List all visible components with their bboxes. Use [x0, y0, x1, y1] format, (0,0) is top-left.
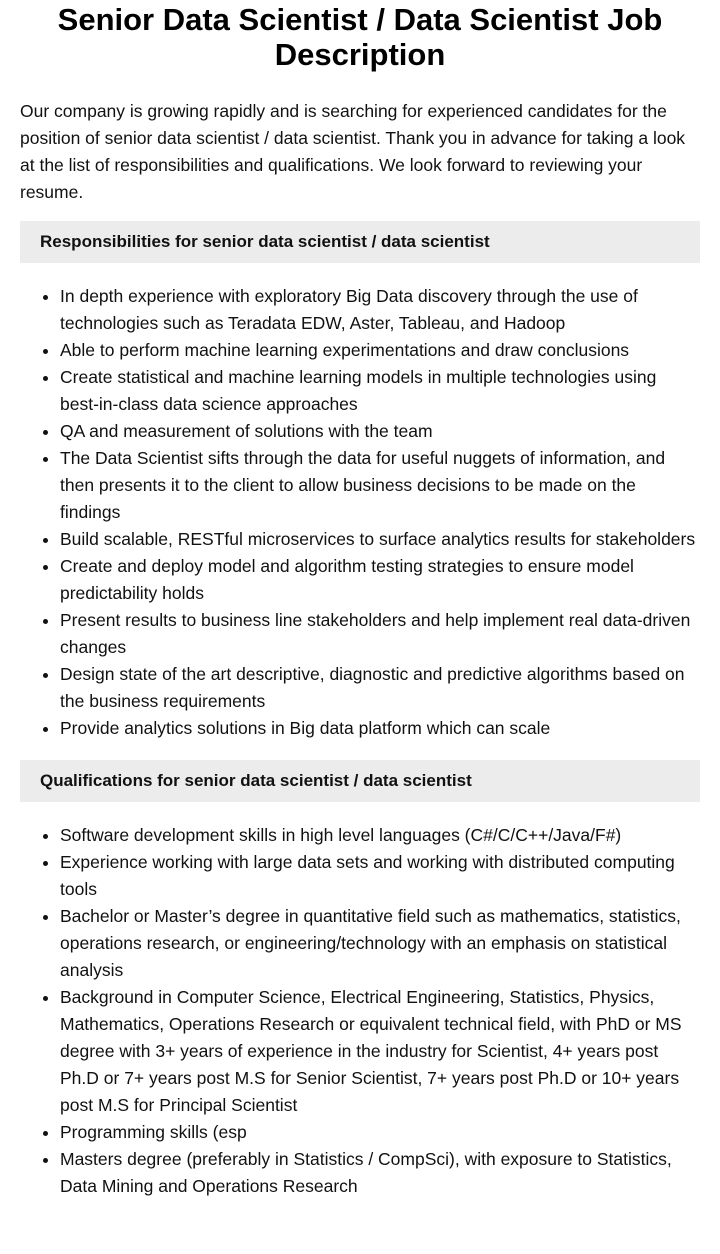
list-item: • Software development skills in high level languages (C#/C/C++/Java/F#) — [60, 822, 700, 849]
list-item: • Present results to business line stakeholders and help implement real data-driven changes — [60, 607, 700, 661]
list-item: • Build scalable, RESTful microservices to surface analytics results for stakeholders — [60, 526, 700, 553]
list-item: • Provide analytics solutions in Big data platform which can scale — [60, 715, 700, 742]
list-item: • Bachelor or Master’s degree in quantitative field such as mathematics, statistics, operations research, or engineering/technology with an emphasis on statistical analysis — [60, 903, 700, 984]
page-title: Senior Data Scientist / Data Scientist Job Description — [57, 2, 663, 72]
list-item: • Able to perform machine learning experimentations and draw conclusions — [60, 337, 700, 364]
qualifications-list — [0, 822, 700, 1200]
list-item: • Create and deploy model and algorithm testing strategies to ensure model predictability holds — [60, 553, 700, 607]
intro-paragraph: Our company is growing rapidly and is searching for experienced candidates for the position of senior data scientist / data scientist. Thank you in advance for taking a look at the list of responsibilities and qualifications. We look forward to reviewing your resume. — [20, 101, 686, 202]
responsibilities-list — [0, 283, 700, 742]
list-item: • In depth experience with exploratory Big Data discovery through the use of technologies such as Teradata EDW, Aster, Tableau, and Hadoop — [60, 283, 700, 337]
list-item: • Programming skills (esp — [60, 1119, 700, 1146]
list-item: • The Data Scientist sifts through the data for useful nuggets of information, and then presents it to the client to allow business decisions to be made on the findings — [60, 445, 700, 526]
list-item: • Experience working with large data sets and working with distributed computing tools — [60, 849, 700, 903]
list-item: • Design state of the art descriptive, diagnostic and predictive algorithms based on the business requirements — [60, 661, 700, 715]
list-item: • Background in Computer Science, Electrical Engineering, Statistics, Physics, Mathematics, Operations Research or equivalent technical field, with PhD or MS degree with 3+ years of experience in the industry for Scientist, 4+ years post Ph.D or 7+ years post M.S for Senior Scientist, 7+ years post Ph.D or 10+ years post M.S for Principal Scientist — [60, 984, 700, 1119]
list-item: • QA and measurement of solutions with the team — [60, 418, 700, 445]
qualifications-heading: Qualifications for senior data scientist / data scientist — [20, 760, 700, 802]
responsibilities-heading: Responsibilities for senior data scientist / data scientist — [20, 221, 700, 263]
list-item: • Masters degree (preferably in Statistics / CompSci), with exposure to Statistics, Data Mining and Operations Research — [60, 1146, 700, 1200]
list-item: • Create statistical and machine learning models in multiple technologies using best-in-class data science approaches — [60, 364, 700, 418]
